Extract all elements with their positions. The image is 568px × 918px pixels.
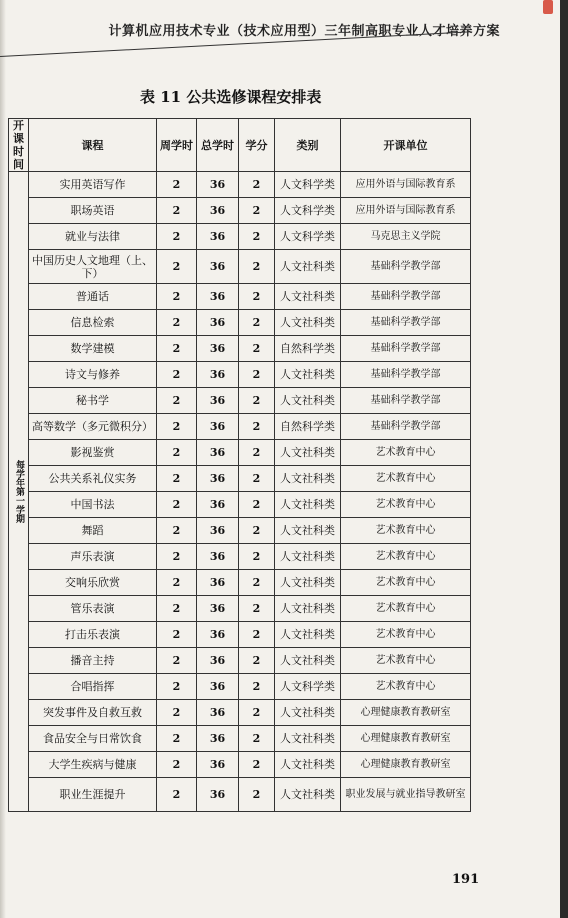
credits-cell: 2 [239, 414, 275, 440]
course-cell: 舞蹈 [29, 518, 157, 544]
category-cell: 人文社科类 [275, 310, 341, 336]
total-hours-cell: 36 [197, 622, 239, 648]
category-cell: 人文社科类 [275, 700, 341, 726]
unit-cell: 艺术教育中心 [341, 440, 471, 466]
course-cell: 诗文与修养 [29, 362, 157, 388]
course-cell: 公共关系礼仪实务 [29, 466, 157, 492]
course-cell: 声乐表演 [29, 544, 157, 570]
unit-cell: 基础科学教学部 [341, 284, 471, 310]
total-hours-cell: 36 [197, 388, 239, 414]
credits-cell: 2 [239, 648, 275, 674]
unit-cell: 艺术教育中心 [341, 570, 471, 596]
unit-cell: 艺术教育中心 [341, 596, 471, 622]
credits-cell: 2 [239, 466, 275, 492]
table-row [9, 752, 471, 778]
total-hours-cell: 36 [197, 518, 239, 544]
col-header-course: 课程 [29, 119, 157, 172]
unit-cell: 艺术教育中心 [341, 622, 471, 648]
credits-cell: 2 [239, 492, 275, 518]
credits-cell: 2 [239, 518, 275, 544]
unit-cell: 职业发展与就业指导教研室 [341, 778, 471, 812]
table-row [9, 224, 471, 250]
credits-cell: 2 [239, 388, 275, 414]
weekly-hours-cell: 2 [157, 674, 197, 700]
unit-cell: 艺术教育中心 [341, 518, 471, 544]
category-cell: 人文科学类 [275, 198, 341, 224]
unit-cell: 心理健康教育教研室 [341, 700, 471, 726]
running-header: 计算机应用技术专业（技术应用型）三年制高职专业人才培养方案 [108, 24, 500, 39]
weekly-hours-cell: 2 [157, 544, 197, 570]
credits-cell: 2 [239, 224, 275, 250]
weekly-hours-cell: 2 [157, 198, 197, 224]
unit-cell: 基础科学教学部 [341, 250, 471, 284]
course-cell: 合唱指挥 [29, 674, 157, 700]
course-cell: 实用英语写作 [29, 172, 157, 198]
credits-cell: 2 [239, 172, 275, 198]
page-number: 191 [452, 872, 480, 887]
table-row [9, 250, 471, 284]
total-hours-cell: 36 [197, 752, 239, 778]
weekly-hours-cell: 2 [157, 414, 197, 440]
weekly-hours-cell: 2 [157, 336, 197, 362]
header-row [9, 119, 471, 172]
course-cell: 职场英语 [29, 198, 157, 224]
total-hours-cell: 36 [197, 310, 239, 336]
table-row [9, 310, 471, 336]
weekly-hours-cell: 2 [157, 440, 197, 466]
unit-cell: 艺术教育中心 [341, 544, 471, 570]
category-cell: 人文社科类 [275, 250, 341, 284]
total-hours-cell: 36 [197, 778, 239, 812]
unit-cell: 应用外语与国际教育系 [341, 198, 471, 224]
table-row [9, 336, 471, 362]
unit-cell: 艺术教育中心 [341, 648, 471, 674]
weekly-hours-cell: 2 [157, 570, 197, 596]
col-header-category: 类别 [275, 119, 341, 172]
total-hours-cell: 36 [197, 570, 239, 596]
course-cell: 食品安全与日常饮食 [29, 726, 157, 752]
category-cell: 人文社科类 [275, 596, 341, 622]
unit-cell: 艺术教育中心 [341, 492, 471, 518]
category-cell: 人文社科类 [275, 622, 341, 648]
table-row [9, 440, 471, 466]
course-cell: 职业生涯提升 [29, 778, 157, 812]
credits-cell: 2 [239, 622, 275, 648]
total-hours-cell: 36 [197, 362, 239, 388]
total-hours-cell: 36 [197, 596, 239, 622]
credits-cell: 2 [239, 700, 275, 726]
table-row [9, 466, 471, 492]
table-caption: 表 11 公共选修课程安排表 [140, 88, 322, 106]
credits-cell: 2 [239, 284, 275, 310]
table-row [9, 362, 471, 388]
total-hours-cell: 36 [197, 336, 239, 362]
course-cell: 普通话 [29, 284, 157, 310]
unit-cell: 马克思主义学院 [341, 224, 471, 250]
credits-cell: 2 [239, 440, 275, 466]
total-hours-cell: 36 [197, 726, 239, 752]
total-hours-cell: 36 [197, 224, 239, 250]
table-row [9, 284, 471, 310]
weekly-hours-cell: 2 [157, 596, 197, 622]
red-mark [543, 0, 553, 14]
category-cell: 人文社科类 [275, 362, 341, 388]
category-cell: 人文科学类 [275, 674, 341, 700]
weekly-hours-cell: 2 [157, 648, 197, 674]
weekly-hours-cell: 2 [157, 700, 197, 726]
total-hours-cell: 36 [197, 414, 239, 440]
col-header-credits: 学分 [239, 119, 275, 172]
unit-cell: 基础科学教学部 [341, 388, 471, 414]
unit-cell: 基础科学教学部 [341, 362, 471, 388]
category-cell: 人文社科类 [275, 648, 341, 674]
unit-cell: 艺术教育中心 [341, 674, 471, 700]
category-cell: 自然科学类 [275, 336, 341, 362]
weekly-hours-cell: 2 [157, 310, 197, 336]
unit-cell: 心理健康教育教研室 [341, 726, 471, 752]
category-cell: 自然科学类 [275, 414, 341, 440]
table-row [9, 700, 471, 726]
credits-cell: 2 [239, 336, 275, 362]
course-cell: 就业与法律 [29, 224, 157, 250]
table-row [9, 544, 471, 570]
credits-cell: 2 [239, 726, 275, 752]
total-hours-cell: 36 [197, 648, 239, 674]
course-cell: 播音主持 [29, 648, 157, 674]
total-hours-cell: 36 [197, 250, 239, 284]
credits-cell: 2 [239, 362, 275, 388]
course-cell: 信息检索 [29, 310, 157, 336]
total-hours-cell: 36 [197, 284, 239, 310]
table-row [9, 674, 471, 700]
weekly-hours-cell: 2 [157, 362, 197, 388]
category-cell: 人文科学类 [275, 224, 341, 250]
category-cell: 人文社科类 [275, 284, 341, 310]
category-cell: 人文社科类 [275, 752, 341, 778]
table-row [9, 622, 471, 648]
table-row [9, 172, 471, 198]
credits-cell: 2 [239, 570, 275, 596]
table-row [9, 492, 471, 518]
course-table [8, 118, 471, 812]
credits-cell: 2 [239, 310, 275, 336]
course-cell: 打击乐表演 [29, 622, 157, 648]
table-row [9, 388, 471, 414]
course-cell: 高等数学（多元微积分） [29, 414, 157, 440]
col-header-period: 开课时间 [9, 119, 29, 172]
weekly-hours-cell: 2 [157, 778, 197, 812]
weekly-hours-cell: 2 [157, 250, 197, 284]
table-row [9, 570, 471, 596]
unit-cell: 基础科学教学部 [341, 414, 471, 440]
col-header-weekly-hours: 周学时 [157, 119, 197, 172]
course-cell: 影视鉴赏 [29, 440, 157, 466]
category-cell: 人文科学类 [275, 172, 341, 198]
course-cell: 管乐表演 [29, 596, 157, 622]
credits-cell: 2 [239, 198, 275, 224]
total-hours-cell: 36 [197, 544, 239, 570]
course-cell: 交响乐欣赏 [29, 570, 157, 596]
total-hours-cell: 36 [197, 492, 239, 518]
category-cell: 人文社科类 [275, 492, 341, 518]
table-row [9, 726, 471, 752]
table-row [9, 198, 471, 224]
category-cell: 人文社科类 [275, 440, 341, 466]
weekly-hours-cell: 2 [157, 466, 197, 492]
credits-cell: 2 [239, 674, 275, 700]
unit-cell: 艺术教育中心 [341, 466, 471, 492]
unit-cell: 基础科学教学部 [341, 310, 471, 336]
weekly-hours-cell: 2 [157, 752, 197, 778]
period-cell: 每学年第一学期 [9, 172, 29, 812]
table-row [9, 648, 471, 674]
course-cell: 突发事件及自救互救 [29, 700, 157, 726]
category-cell: 人文社科类 [275, 388, 341, 414]
course-cell: 中国书法 [29, 492, 157, 518]
credits-cell: 2 [239, 778, 275, 812]
weekly-hours-cell: 2 [157, 388, 197, 414]
total-hours-cell: 36 [197, 440, 239, 466]
course-cell: 秘书学 [29, 388, 157, 414]
course-cell: 中国历史人文地理（上、下） [29, 250, 157, 284]
page-spine-shadow [0, 0, 6, 918]
category-cell: 人文社科类 [275, 518, 341, 544]
col-header-total-hours: 总学时 [197, 119, 239, 172]
total-hours-cell: 36 [197, 674, 239, 700]
course-cell: 大学生疾病与健康 [29, 752, 157, 778]
total-hours-cell: 36 [197, 172, 239, 198]
weekly-hours-cell: 2 [157, 622, 197, 648]
credits-cell: 2 [239, 544, 275, 570]
total-hours-cell: 36 [197, 700, 239, 726]
category-cell: 人文社科类 [275, 544, 341, 570]
category-cell: 人文社科类 [275, 570, 341, 596]
total-hours-cell: 36 [197, 466, 239, 492]
unit-cell: 应用外语与国际教育系 [341, 172, 471, 198]
weekly-hours-cell: 2 [157, 492, 197, 518]
category-cell: 人文社科类 [275, 466, 341, 492]
col-header-unit: 开课单位 [341, 119, 471, 172]
unit-cell: 心理健康教育教研室 [341, 752, 471, 778]
course-cell: 数学建模 [29, 336, 157, 362]
weekly-hours-cell: 2 [157, 284, 197, 310]
credits-cell: 2 [239, 596, 275, 622]
category-cell: 人文社科类 [275, 726, 341, 752]
weekly-hours-cell: 2 [157, 726, 197, 752]
weekly-hours-cell: 2 [157, 172, 197, 198]
category-cell: 人文社科类 [275, 778, 341, 812]
table-row [9, 518, 471, 544]
table-row [9, 778, 471, 812]
table-body [9, 172, 471, 812]
credits-cell: 2 [239, 752, 275, 778]
unit-cell: 基础科学教学部 [341, 336, 471, 362]
weekly-hours-cell: 2 [157, 518, 197, 544]
table-row [9, 596, 471, 622]
credits-cell: 2 [239, 250, 275, 284]
table-row [9, 414, 471, 440]
weekly-hours-cell: 2 [157, 224, 197, 250]
total-hours-cell: 36 [197, 198, 239, 224]
